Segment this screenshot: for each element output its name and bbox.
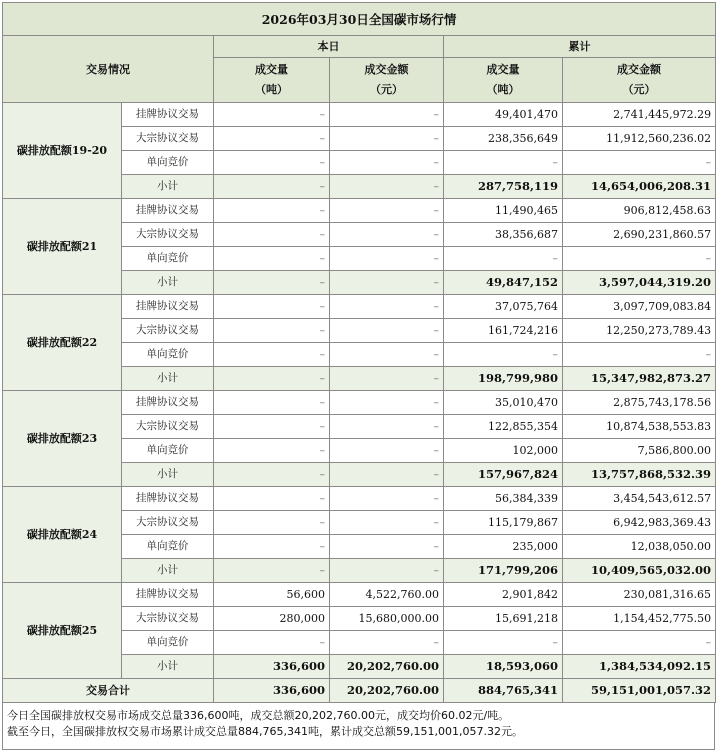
cell-today-volume: – bbox=[214, 295, 330, 319]
table-row bbox=[3, 199, 716, 223]
cell-today-volume: – bbox=[214, 535, 330, 559]
trade-type-label: 大宗协议交易 bbox=[122, 223, 214, 247]
table-row bbox=[3, 583, 716, 607]
cell-cum-amount: 7,586,800.00 bbox=[563, 439, 716, 463]
cell-today-amount: – bbox=[330, 295, 444, 319]
group-name: 碳排放配额19-20 bbox=[3, 103, 122, 199]
cell-cum-volume: 15,691,218 bbox=[444, 607, 563, 631]
header-row-period bbox=[3, 36, 716, 58]
trade-type-label: 挂牌协议交易 bbox=[122, 487, 214, 511]
market-table bbox=[2, 2, 716, 703]
cell-today-amount: – bbox=[330, 487, 444, 511]
total-label: 交易合计 bbox=[3, 679, 214, 703]
cell-cum-volume: 37,075,764 bbox=[444, 295, 563, 319]
trade-type-label: 单向竞价 bbox=[122, 247, 214, 271]
cell-today-amount: – bbox=[330, 127, 444, 151]
trade-type-label: 挂牌协议交易 bbox=[122, 103, 214, 127]
header-today-amount bbox=[330, 58, 444, 103]
cell-today-volume: – bbox=[214, 559, 330, 583]
cell-cum-volume: 35,010,470 bbox=[444, 391, 563, 415]
cell-cum-amount: 12,038,050.00 bbox=[563, 535, 716, 559]
cell-cum-volume: 11,490,465 bbox=[444, 199, 563, 223]
cell-cum-amount: 15,347,982,873.27 bbox=[563, 367, 716, 391]
cell-today-volume: – bbox=[214, 463, 330, 487]
cell-today-volume: – bbox=[214, 367, 330, 391]
cell-today-volume: – bbox=[214, 439, 330, 463]
cell-today-volume: – bbox=[214, 631, 330, 655]
trade-type-label: 单向竞价 bbox=[122, 151, 214, 175]
cell-cum-volume: 287,758,119 bbox=[444, 175, 563, 199]
header-cum-amount bbox=[563, 58, 716, 103]
cell-today-amount: – bbox=[330, 343, 444, 367]
trade-type-label: 挂牌协议交易 bbox=[122, 199, 214, 223]
cell-today-volume: – bbox=[214, 343, 330, 367]
cell-cum-amount: 230,081,316.65 bbox=[563, 583, 716, 607]
trade-type-label: 大宗协议交易 bbox=[122, 319, 214, 343]
cell-today-amount: – bbox=[330, 439, 444, 463]
cell-today-volume: 336,600 bbox=[214, 655, 330, 679]
cell-cum-volume: – bbox=[444, 247, 563, 271]
cell-today-volume: – bbox=[214, 511, 330, 535]
cell-today-amount: – bbox=[330, 631, 444, 655]
title-row bbox=[3, 3, 716, 36]
cell-cum-volume: 2,901,842 bbox=[444, 583, 563, 607]
cell-today-volume: – bbox=[214, 319, 330, 343]
cell-cum-amount: 3,097,709,083.84 bbox=[563, 295, 716, 319]
cell-cum-amount: 12,250,273,789.43 bbox=[563, 319, 716, 343]
cell-today-amount: 4,522,760.00 bbox=[330, 583, 444, 607]
cell-today-amount: – bbox=[330, 175, 444, 199]
total-today-amount: 20,202,760.00 bbox=[330, 679, 444, 703]
cell-cum-volume: 122,855,354 bbox=[444, 415, 563, 439]
header-cumulative: 累计 bbox=[444, 36, 716, 58]
cell-today-amount: – bbox=[330, 223, 444, 247]
cell-cum-volume: 115,179,867 bbox=[444, 511, 563, 535]
group-name: 碳排放配额25 bbox=[3, 583, 122, 679]
trade-type-label: 单向竞价 bbox=[122, 343, 214, 367]
cell-cum-amount: 1,384,534,092.15 bbox=[563, 655, 716, 679]
trade-type-label: 大宗协议交易 bbox=[122, 127, 214, 151]
table-row bbox=[3, 391, 716, 415]
cell-cum-volume: 38,356,687 bbox=[444, 223, 563, 247]
cell-cum-amount: 14,654,006,208.31 bbox=[563, 175, 716, 199]
cell-cum-amount: 10,409,565,032.00 bbox=[563, 559, 716, 583]
header-amount-unit: （元） bbox=[622, 83, 656, 96]
header-today-volume bbox=[214, 58, 330, 103]
cell-cum-volume: 238,356,649 bbox=[444, 127, 563, 151]
group-name: 碳排放配额24 bbox=[3, 487, 122, 583]
cell-cum-amount: – bbox=[563, 631, 716, 655]
header-amount-unit: （元） bbox=[370, 83, 403, 96]
cell-today-amount: – bbox=[330, 511, 444, 535]
total-cum-volume: 884,765,341 bbox=[444, 679, 563, 703]
group-name: 碳排放配额23 bbox=[3, 391, 122, 487]
cell-cum-volume: 18,593,060 bbox=[444, 655, 563, 679]
header-volume-unit: （吨） bbox=[486, 83, 520, 96]
cell-cum-amount: 906,812,458.63 bbox=[563, 199, 716, 223]
cell-today-volume: – bbox=[214, 127, 330, 151]
subtotal-label: 小计 bbox=[122, 271, 214, 295]
cell-today-amount: – bbox=[330, 415, 444, 439]
header-amount-label: 成交金额 bbox=[617, 63, 662, 76]
trade-type-label: 大宗协议交易 bbox=[122, 415, 214, 439]
cell-cum-volume: – bbox=[444, 151, 563, 175]
cell-today-amount: – bbox=[330, 151, 444, 175]
trade-type-label: 挂牌协议交易 bbox=[122, 583, 214, 607]
cell-cum-volume: 56,384,339 bbox=[444, 487, 563, 511]
trade-type-label: 单向竞价 bbox=[122, 535, 214, 559]
cell-cum-volume: 198,799,980 bbox=[444, 367, 563, 391]
cell-cum-volume: 171,799,206 bbox=[444, 559, 563, 583]
trade-type-label: 单向竞价 bbox=[122, 439, 214, 463]
cell-today-volume: 56,600 bbox=[214, 583, 330, 607]
cell-today-volume: 280,000 bbox=[214, 607, 330, 631]
subtotal-label: 小计 bbox=[122, 367, 214, 391]
summary-note bbox=[2, 703, 715, 750]
table-row bbox=[3, 295, 716, 319]
cell-today-amount: – bbox=[330, 199, 444, 223]
cell-today-volume: – bbox=[214, 175, 330, 199]
cell-today-amount: – bbox=[330, 535, 444, 559]
cell-today-volume: – bbox=[214, 103, 330, 127]
cell-cum-volume: – bbox=[444, 343, 563, 367]
group-name: 碳排放配额22 bbox=[3, 295, 122, 391]
cell-cum-amount: – bbox=[563, 247, 716, 271]
total-today-volume: 336,600 bbox=[214, 679, 330, 703]
header-amount-label: 成交金额 bbox=[364, 63, 409, 76]
subtotal-label: 小计 bbox=[122, 463, 214, 487]
cell-cum-volume: – bbox=[444, 631, 563, 655]
note-today: 今日全国碳排放权交易市场成交总量336,600吨，成交总额20,202,760.00元，成交均价60.02元/吨。 bbox=[7, 709, 510, 722]
cell-cum-volume: 49,847,152 bbox=[444, 271, 563, 295]
market-report bbox=[2, 2, 715, 750]
cell-cum-amount: 2,741,445,972.29 bbox=[563, 103, 716, 127]
trade-type-label: 挂牌协议交易 bbox=[122, 295, 214, 319]
cell-today-amount: – bbox=[330, 559, 444, 583]
header-volume-label: 成交量 bbox=[255, 63, 288, 76]
cell-cum-volume: 161,724,216 bbox=[444, 319, 563, 343]
header-volume-label: 成交量 bbox=[486, 63, 520, 76]
cell-today-volume: – bbox=[214, 199, 330, 223]
cell-cum-amount: 11,912,560,236.02 bbox=[563, 127, 716, 151]
cell-cum-amount: 13,757,868,532.39 bbox=[563, 463, 716, 487]
header-volume-unit: （吨） bbox=[255, 83, 288, 96]
group-name: 碳排放配额21 bbox=[3, 199, 122, 295]
table-body bbox=[3, 103, 716, 679]
header-trade-info: 交易情况 bbox=[3, 36, 214, 103]
total-row bbox=[3, 679, 716, 703]
cell-cum-amount: 2,875,743,178.56 bbox=[563, 391, 716, 415]
trade-type-label: 大宗协议交易 bbox=[122, 607, 214, 631]
cell-today-volume: – bbox=[214, 487, 330, 511]
subtotal-label: 小计 bbox=[122, 175, 214, 199]
cell-cum-volume: 157,967,824 bbox=[444, 463, 563, 487]
cell-cum-volume: 102,000 bbox=[444, 439, 563, 463]
note-cumulative: 截至今日，全国碳排放权交易市场累计成交总量884,765,341吨，累计成交总额59,151,001,057.32元。 bbox=[7, 725, 523, 738]
cell-cum-amount: 6,942,983,369.43 bbox=[563, 511, 716, 535]
cell-today-volume: – bbox=[214, 247, 330, 271]
cell-today-amount: – bbox=[330, 271, 444, 295]
cell-cum-volume: 49,401,470 bbox=[444, 103, 563, 127]
cell-cum-amount: 3,454,543,612.57 bbox=[563, 487, 716, 511]
cell-cum-amount: 10,874,538,553.83 bbox=[563, 415, 716, 439]
cell-today-amount: 15,680,000.00 bbox=[330, 607, 444, 631]
cell-cum-amount: – bbox=[563, 343, 716, 367]
trade-type-label: 大宗协议交易 bbox=[122, 511, 214, 535]
cell-today-amount: 20,202,760.00 bbox=[330, 655, 444, 679]
table-row bbox=[3, 103, 716, 127]
table-row bbox=[3, 487, 716, 511]
subtotal-label: 小计 bbox=[122, 559, 214, 583]
cell-cum-amount: 2,690,231,860.57 bbox=[563, 223, 716, 247]
cell-cum-amount: 3,597,044,319.20 bbox=[563, 271, 716, 295]
cell-today-amount: – bbox=[330, 367, 444, 391]
cell-today-amount: – bbox=[330, 319, 444, 343]
cell-today-volume: – bbox=[214, 223, 330, 247]
header-cum-volume bbox=[444, 58, 563, 103]
cell-today-volume: – bbox=[214, 151, 330, 175]
page-title: 2026年03月30日全国碳市场行情 bbox=[3, 3, 716, 36]
cell-cum-amount: – bbox=[563, 151, 716, 175]
trade-type-label: 单向竞价 bbox=[122, 631, 214, 655]
cell-today-amount: – bbox=[330, 247, 444, 271]
cell-today-amount: – bbox=[330, 391, 444, 415]
trade-type-label: 挂牌协议交易 bbox=[122, 391, 214, 415]
cell-today-amount: – bbox=[330, 103, 444, 127]
cell-today-volume: – bbox=[214, 391, 330, 415]
header-today: 本日 bbox=[214, 36, 444, 58]
cell-today-volume: – bbox=[214, 271, 330, 295]
total-cum-amount: 59,151,001,057.32 bbox=[563, 679, 716, 703]
cell-today-volume: – bbox=[214, 415, 330, 439]
cell-cum-amount: 1,154,452,775.50 bbox=[563, 607, 716, 631]
subtotal-label: 小计 bbox=[122, 655, 214, 679]
cell-cum-volume: 235,000 bbox=[444, 535, 563, 559]
cell-today-amount: – bbox=[330, 463, 444, 487]
